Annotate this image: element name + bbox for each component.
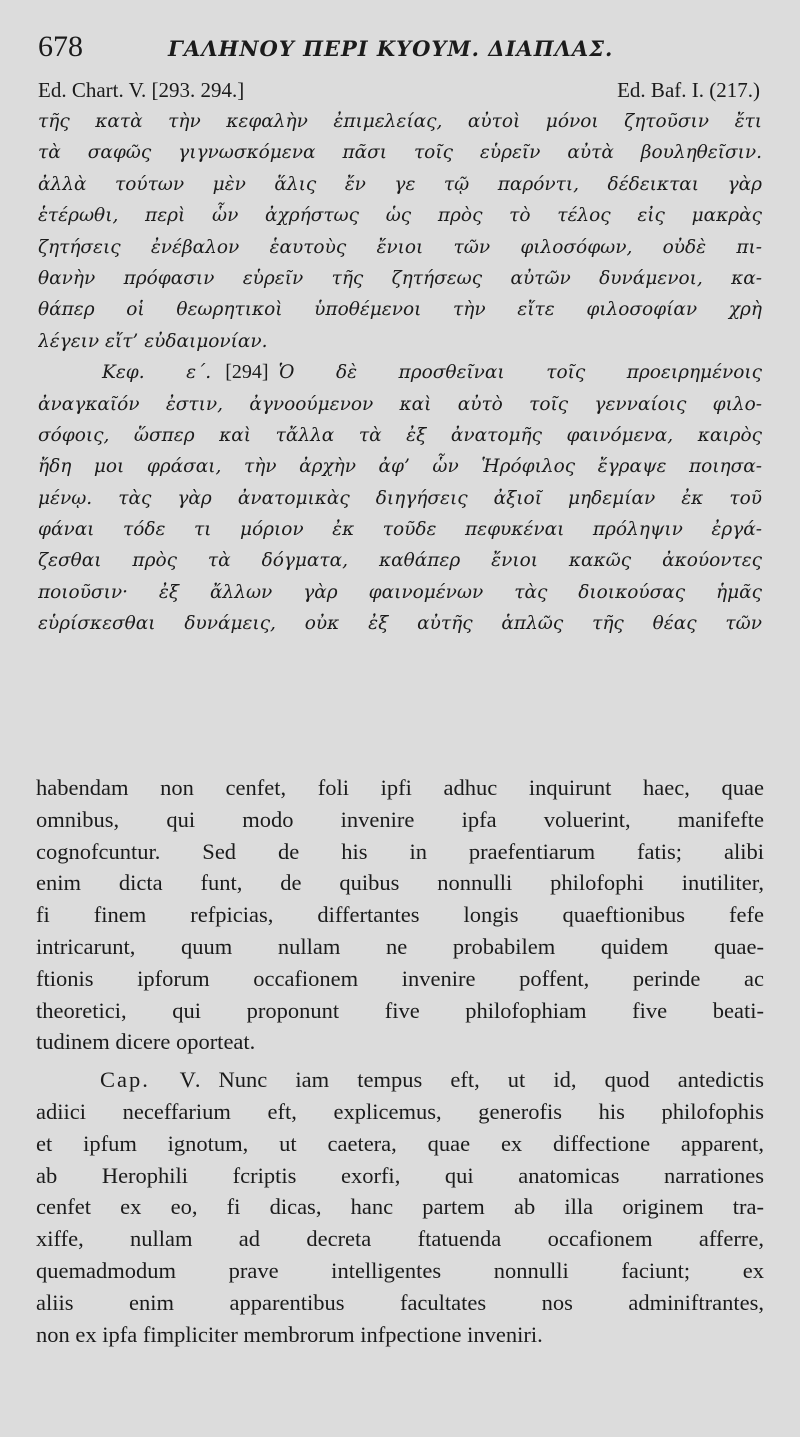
latin-line: cenfet ex eo, fi dicas, hanc partem ab illa originem tra-	[36, 1194, 764, 1220]
greek-chapter-start-line	[38, 357, 762, 388]
latin-line: intricarunt, quum nullam ne probabilem quidem quae-	[36, 933, 764, 959]
latin-line: theoretici, qui proponunt five philofophiam five beati-	[36, 997, 764, 1023]
latin-chapter-heading: Cap. V.	[100, 1067, 203, 1093]
greek-line: σόφοις, ὥσπερ καὶ τἄλλα τὰ ἐξ ἀνατομῆς φαινόμενα, καιρὸς	[38, 424, 762, 446]
greek-line: ζεσθαι πρὸς τὰ δόγματα, καθάπερ ἔνιοι κακῶς ἀκούοντες	[38, 550, 762, 572]
greek-line-text: Ὁ δὲ προσθεῖναι τοῖς προειρημένοις	[278, 362, 762, 384]
latin-line-text: Nunc iam tempus eft, ut id, quod antedictis	[218, 1067, 764, 1093]
greek-line: ἑτέρωθι, περὶ ὧν ἀχρήστως ὡς πρὸς τὸ τέλος εἰς μακρὰς	[38, 205, 762, 227]
latin-line: xiffe, nullam ad decreta ftatuenda occafionem afferre,	[36, 1226, 764, 1252]
latin-line: non ex ipfa fimpliciter membrorum infpectione inveniri.	[36, 1321, 543, 1347]
greek-line: τὰ σαφῶς γιγνωσκόμενα πᾶσι τοῖς εὑρεῖν αὐτὰ βουληθεῖσιν.	[38, 142, 762, 164]
latin-line: enim dicta funt, de quibus nonnulli philofophi inutiliter,	[36, 870, 764, 896]
greek-line: θανὴν πρόφασιν εὑρεῖν τῆς ζητήσεως αὐτῶν δυνάμενοι, κα-	[38, 267, 762, 289]
greek-line: ἀναγκαῖόν ἐστιν, ἀγνοούμενον καὶ αὐτὸ τοῖς γενναίοις φιλο-	[38, 393, 762, 415]
latin-line: omnibus, qui modo invenire ipfa voluerint, manifefte	[36, 806, 764, 832]
greek-line: ἤδη μοι φράσαι, τὴν ἀρχὴν ἀφ’ ὧν Ἡρόφιλος ἔγραψε ποιησα-	[38, 456, 762, 478]
greek-line: ζητήσεις ἐνέβαλον ἑαυτοὺς ἔνιοι τῶν φιλοσόφων, οὐδὲ πι-	[38, 236, 762, 258]
latin-text-column	[36, 772, 764, 1350]
latin-line: et ipfum ignotum, ut caetera, quae ex diffectione apparent,	[36, 1130, 764, 1156]
greek-line: ἀλλὰ τούτων μὲν ἅλις ἔν γε τῷ παρόντι, δέδεικται γὰρ	[38, 173, 762, 195]
latin-chapter-start-line	[36, 1064, 764, 1096]
greek-line: μένῳ. τὰς γὰρ ἀνατομικὰς διηγήσεις ἀξιοῖ μηδεμίαν ἐκ τοῦ	[38, 487, 762, 509]
latin-line: adiici neceffarium eft, explicemus, generofis his philofophis	[36, 1098, 764, 1124]
edition-right: Ed. Baf. I. (217.)	[617, 78, 760, 102]
greek-line: τῆς κατὰ τὴν κεφαλὴν ἐπιμελείας, αὐτοὶ μόνοι ζητοῦσιν ἔτι	[38, 111, 762, 132]
greek-line: εὑρίσκεσθαι δυνάμεις, οὐκ ἐξ αὐτῆς ἁπλῶς τῆς θέας τῶν	[38, 613, 762, 635]
page-marker: [294]	[225, 361, 269, 384]
running-title: ΓΑΛΗΝΟΥ ΠΕΡΙ ΚΥΟΥΜ. ΔΙΑΠΛΑΣ.	[168, 36, 614, 61]
greek-line: λέγειν εἴτ’ εὐδαιμονίαν.	[38, 330, 268, 352]
latin-line: ab Herophili fcriptis exorfi, qui anatomicas narrationes	[36, 1162, 764, 1188]
edition-reference	[38, 78, 760, 106]
page-number: 678	[38, 30, 83, 63]
latin-line: aliis enim apparentibus facultates nos adminiftrantes,	[36, 1289, 764, 1315]
greek-text-column	[38, 106, 762, 640]
page-header	[38, 30, 760, 66]
latin-line: quemadmodum prave intelligentes nonnulli faciunt; ex	[36, 1257, 764, 1283]
latin-line: tudinem dicere oporteat.	[36, 1029, 256, 1055]
greek-line: ποιοῦσιν· ἐξ ἄλλων γὰρ φαινομένων τὰς διοικούσας ἡμᾶς	[38, 581, 762, 603]
latin-line: cognofcuntur. Sed de his in praefentiarum fatis; alibi	[36, 838, 764, 864]
latin-line: fi finem refpicias, differtantes longis quaeftionibus fefe	[36, 902, 764, 928]
greek-line: φάναι τόδε τι μόριον ἐκ τοῦδε πεφυκέναι πρόληψιν ἐργά-	[38, 519, 762, 541]
greek-line: θάπερ οἱ θεωρητικοὶ ὑποθέμενοι τὴν εἴτε φιλοσοφίαν χρὴ	[38, 299, 762, 321]
latin-line: ftionis ipforum occafionem invenire poffent, perinde ac	[36, 965, 764, 991]
greek-chapter-heading: Κεφ. ε΄.	[102, 362, 212, 384]
edition-left: Ed. Chart. V. [293. 294.]	[38, 78, 245, 102]
latin-line: habendam non cenfet, foli ipfi adhuc inquirunt haec, quae	[36, 775, 764, 800]
